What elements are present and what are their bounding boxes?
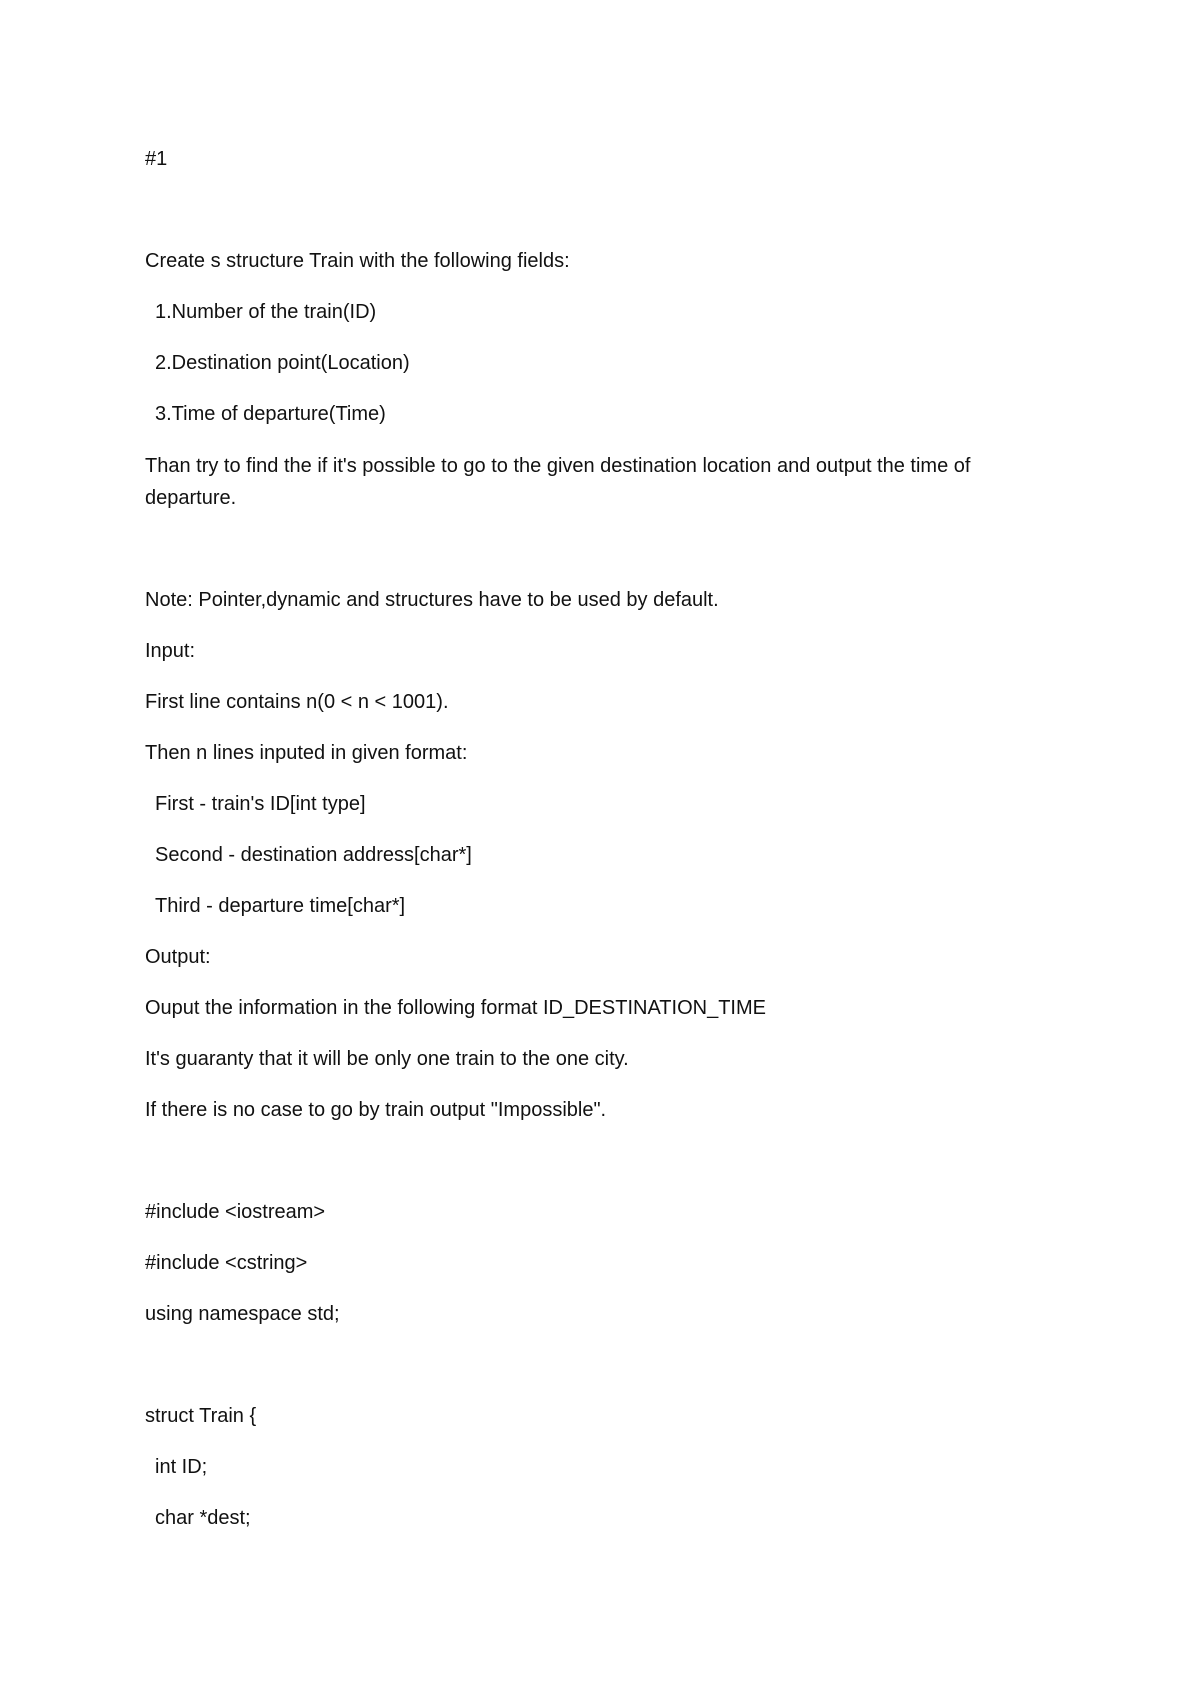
note-text: Note: Pointer,dynamic and structures have to be used by default. [145,589,719,611]
task-paragraph: Than try to find the if it's possible to go to the given destination location and output the time of departure. [145,455,971,509]
field-item-2: 2.Destination point(Location) [155,352,410,374]
input-first-line: First line contains n(0 < n < 1001). [145,691,449,713]
intro-text: Create s structure Train with the following fields: [145,250,570,272]
input-then: Then n lines inputed in given format: [145,742,468,764]
code-line-4: struct Train { [145,1405,257,1427]
input-item-3: Third - departure time[char*] [155,895,406,917]
code-line-2: #include <cstring> [145,1252,308,1274]
impossible-text: If there is no case to go by train output "Impossible". [145,1099,607,1121]
guarantee-text: It's guaranty that it will be only one train to the one city. [145,1048,629,1070]
input-item-1: First - train's ID[int type] [155,793,366,815]
input-item-2: Second - destination address[char*] [155,844,472,866]
heading: #1 [145,148,168,170]
output-format: Ouput the information in the following format ID_DESTINATION_TIME [145,997,766,1019]
code-line-6: char *dest; [155,1507,251,1529]
input-label: Input: [145,640,196,662]
code-line-3: using namespace std; [145,1303,340,1325]
field-item-1: 1.Number of the train(ID) [155,301,377,323]
output-label: Output: [145,946,211,968]
code-line-1: #include <iostream> [145,1201,326,1223]
code-line-5: int ID; [155,1456,208,1478]
field-item-3: 3.Time of departure(Time) [155,403,386,425]
